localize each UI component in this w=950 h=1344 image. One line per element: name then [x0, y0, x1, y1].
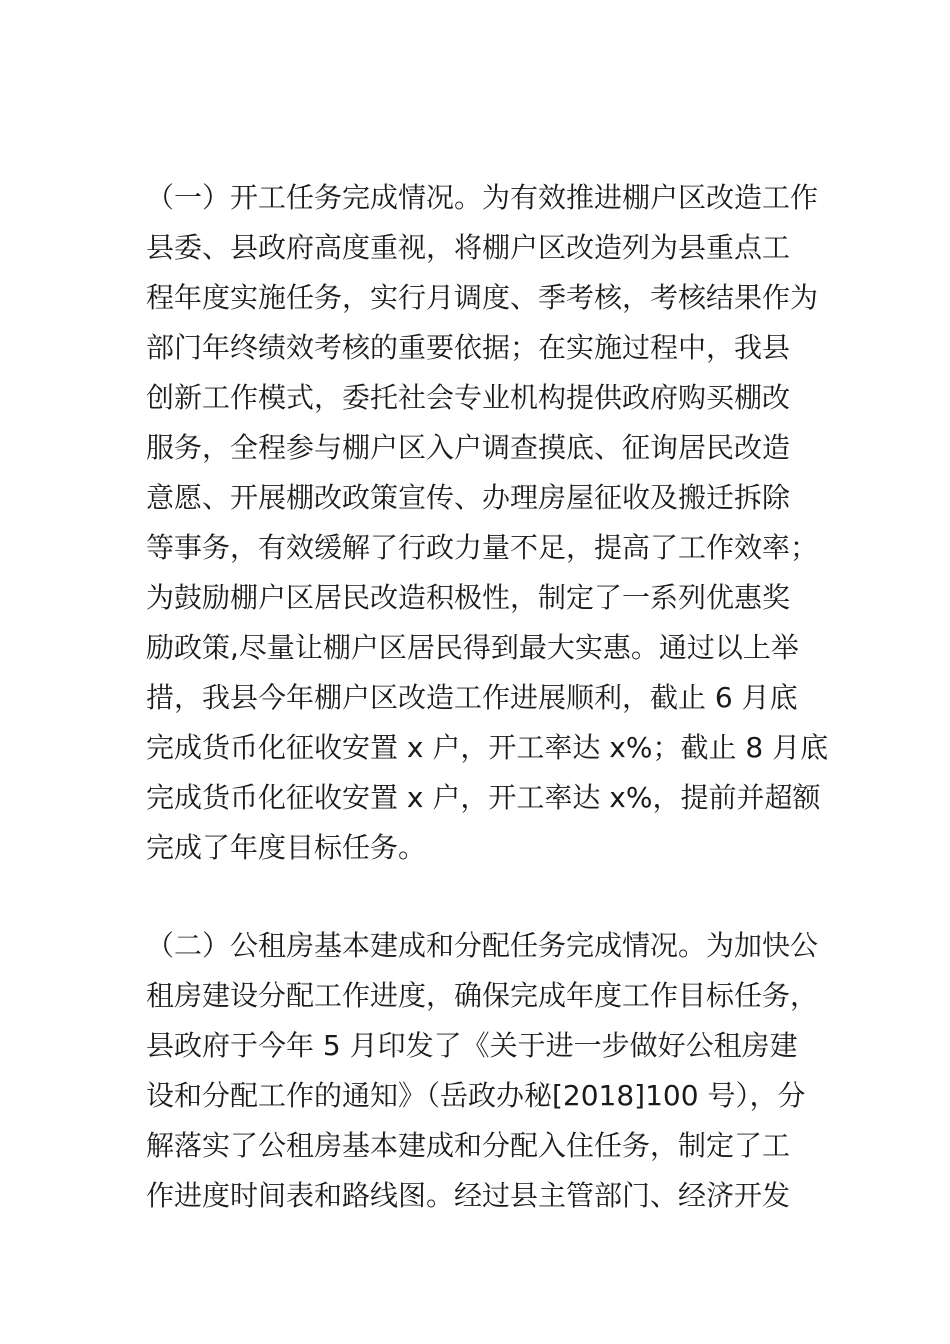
text-line: 创新工作模式，委托社会专业机构提供政府购买棚改 [146, 381, 791, 414]
text-line: 解落实了公租房基本建成和分配入住任务，制定了工 [146, 1129, 791, 1162]
text-line: （一）开工任务完成情况。为有效推进棚户区改造工作 [146, 181, 819, 214]
text-line: 措，我县今年棚户区改造工作进展顺利，截止 6 月底 [146, 681, 798, 714]
text-line: 作进度时间表和路线图。经过县主管部门、经济开发 [146, 1179, 791, 1212]
text-line: 意愿、开展棚改政策宣传、办理房屋征收及搬迁拆除 [146, 481, 791, 514]
text-line: 设和分配工作的通知》（岳政办秘[2018]100 号），分 [146, 1079, 806, 1112]
paragraph-housing-construction [146, 173, 829, 873]
text-line: 部门年终绩效考核的重要依据；在实施过程中，我县 [146, 331, 791, 364]
text-line: （二）公租房基本建成和分配任务完成情况。为加快公 [146, 929, 819, 962]
text-line: 励政策,尽量让棚户区居民得到最大实惠。通过以上举 [146, 631, 799, 664]
paragraph-public-rental-housing [146, 921, 826, 1221]
text-line: 为鼓励棚户区居民改造积极性，制定了一系列优惠奖 [146, 581, 791, 614]
text-line: 完成了年度目标任务。 [146, 831, 427, 864]
text-line: 完成货币化征收安置 x 户，开工率达 x%；截止 8 月底 [146, 731, 829, 764]
text-line: 服务，全程参与棚户区入户调查摸底、征询居民改造 [146, 431, 791, 464]
text-line: 完成货币化征收安置 x 户，开工率达 x%，提前并超额 [146, 781, 821, 814]
text-line: 县政府于今年 5 月印发了《关于进一步做好公租房建 [146, 1029, 798, 1062]
text-line: 程年度实施任务，实行月调度、季考核，考核结果作为 [146, 281, 819, 314]
text-line: 租房建设分配工作进度，确保完成年度工作目标任务， [146, 979, 819, 1012]
text-line: 等事务，有效缓解了行政力量不足，提高了工作效率； [146, 531, 819, 564]
text-line: 县委、县政府高度重视，将棚户区改造列为县重点工 [146, 231, 791, 264]
